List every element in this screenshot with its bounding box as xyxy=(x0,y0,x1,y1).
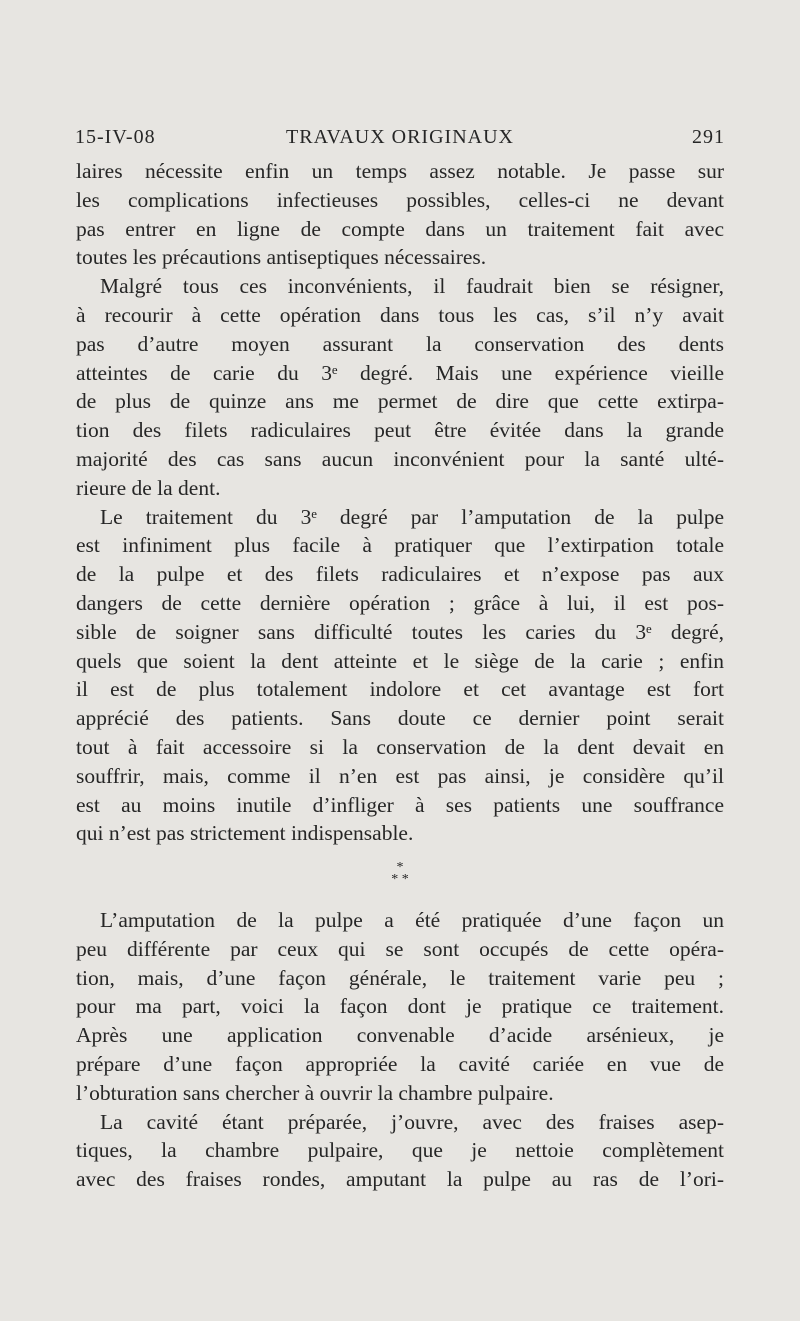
text-line: rieure de la dent. xyxy=(76,475,221,500)
text-line: Après une application convenable d’acide arsénieux, je xyxy=(76,1023,724,1048)
separator-star-top: * xyxy=(396,860,404,875)
page-number: 291 xyxy=(692,126,725,148)
text-line: les complications infectieuses possibles, celles-ci ne devant xyxy=(76,187,724,212)
text-line: prépare d’une façon appropriée la cavité cariée en vue de xyxy=(76,1051,724,1076)
text-line: tion des filets radiculaires peut être évitée dans la grande xyxy=(76,418,724,443)
text-block-2 xyxy=(76,906,724,1194)
separator-star-bottom: * * xyxy=(391,872,409,887)
text-line: Malgré tous ces inconvénients, il faudrait bien se résigner, xyxy=(100,274,724,299)
text-line: dangers de cette dernière opération ; grâce à lui, il est pos- xyxy=(76,590,724,615)
text-line: est au moins inutile d’infliger à ses patients une souffrance xyxy=(76,792,724,817)
text-line: est infiniment plus facile à pratiquer que l’extirpation totale xyxy=(76,533,724,558)
text-line: tiques, la chambre pulpaire, que je nettoie complètement xyxy=(76,1138,724,1163)
text-line: apprécié des patients. Sans doute ce dernier point serait xyxy=(76,706,724,731)
text-line: majorité des cas sans aucun inconvénient pour la santé ulté- xyxy=(76,446,724,471)
text-line: L’amputation de la pulpe a été pratiquée d’une façon un xyxy=(100,908,724,932)
text-line: atteintes de carie du 3ᵉ degré. Mais une expérience vieille xyxy=(76,360,724,385)
text-line: qui n’est pas strictement indispensable. xyxy=(76,821,414,846)
text-block-1 xyxy=(76,157,724,848)
running-header xyxy=(75,126,725,154)
text-line: l’obturation sans chercher à ouvrir la chambre pulpaire. xyxy=(76,1080,554,1105)
text-line: de plus de quinze ans me permet de dire que cette extirpa- xyxy=(76,389,724,414)
text-line: laires nécessite enfin un temps assez notable. Je passe sur xyxy=(76,159,724,183)
text-line: La cavité étant préparée, j’ouvre, avec des fraises asep- xyxy=(100,1109,724,1134)
text-line: pas d’autre moyen assurant la conservation des dents xyxy=(76,331,724,356)
text-line: tion, mais, d’une façon générale, le traitement varie peu ; xyxy=(76,965,724,990)
text-line: pas entrer en ligne de compte dans un traitement fait avec xyxy=(76,216,724,241)
text-line: avec des fraises rondes, amputant la pulpe au ras de l’ori- xyxy=(76,1167,724,1192)
header-date: 15-IV-08 xyxy=(75,126,156,148)
text-line: souffrir, mais, comme il n’en est pas ainsi, je considère qu’il xyxy=(76,763,724,788)
text-line: à recourir à cette opération dans tous les cas, s’il n’y avait xyxy=(76,302,724,327)
text-line: sible de soigner sans difficulté toutes les caries du 3ᵉ degré, xyxy=(76,619,724,644)
text-line: peu différente par ceux qui se sont occupés de cette opéra- xyxy=(76,936,724,961)
text-line: quels que soient la dent atteinte et le siège de la carie ; enfin xyxy=(76,648,724,673)
text-line: de la pulpe et des filets radiculaires et n’expose pas aux xyxy=(76,562,724,587)
text-line: il est de plus totalement indolore et cet avantage est fort xyxy=(76,677,724,702)
text-line: tout à fait accessoire si la conservation de la dent devait en xyxy=(76,734,724,759)
text-line: Le traitement du 3ᵉ degré par l’amputation de la pulpe xyxy=(100,504,724,529)
text-line: toutes les précautions antiseptiques nécessaires. xyxy=(76,245,487,270)
section-separator xyxy=(0,862,800,886)
header-section-title: TRAVAUX ORIGINAUX xyxy=(286,126,514,148)
text-line: pour ma part, voici la façon dont je pratique ce traitement. xyxy=(76,994,724,1019)
